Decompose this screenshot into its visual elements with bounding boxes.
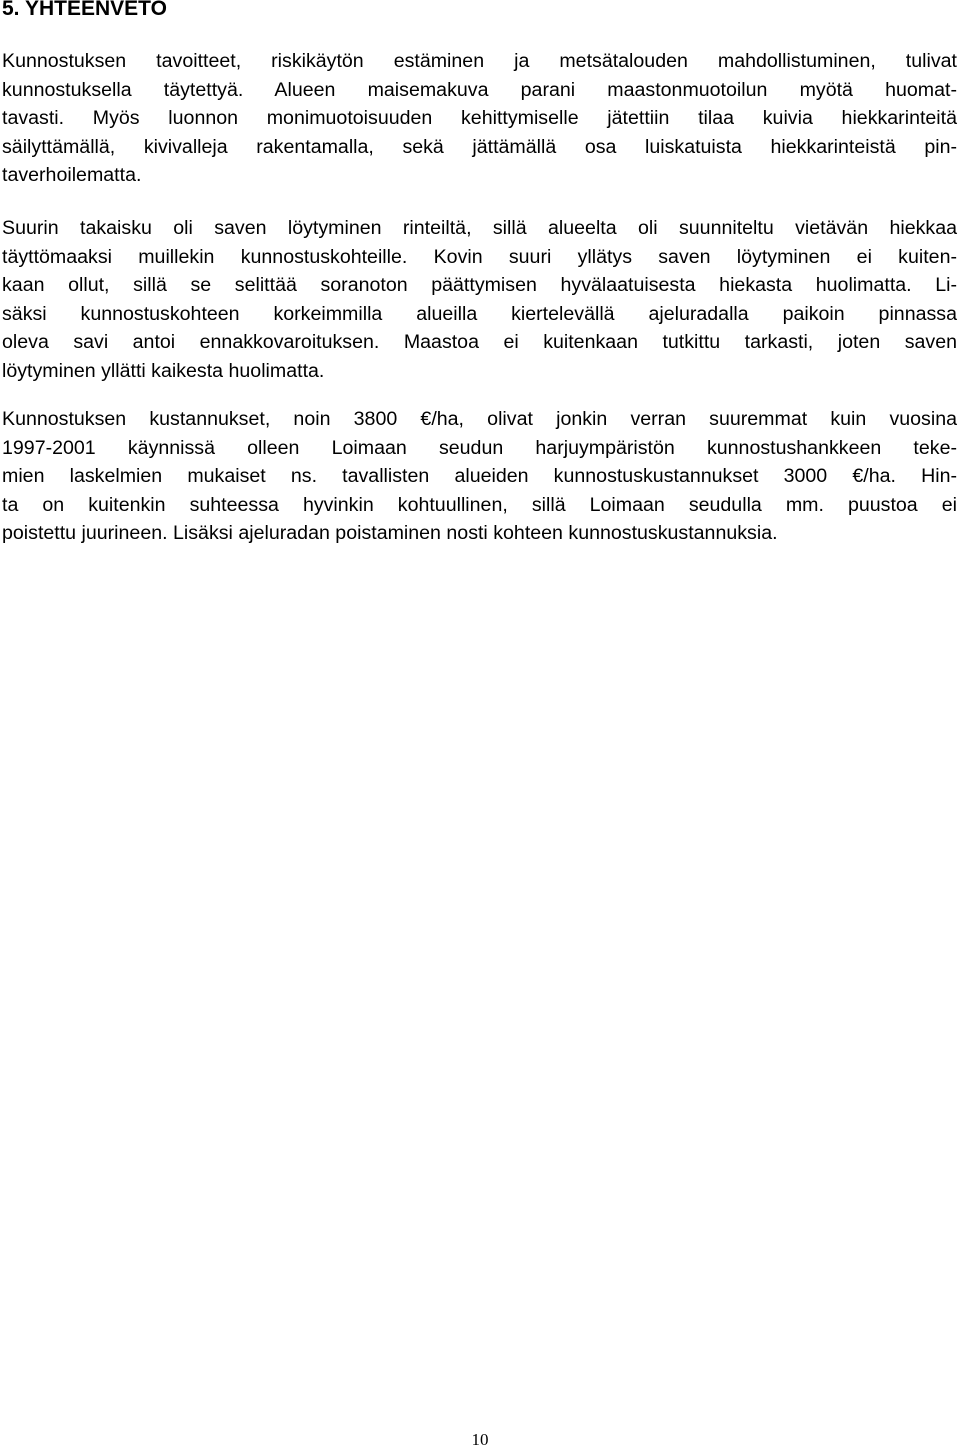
- text-line: kaan ollut, sillä se selittää soranoton päättymisen hyvälaatuisesta hiekasta huolimatta. Li-: [2, 274, 957, 297]
- text-line: kunnostuksella täytettyä. Alueen maisemakuva parani maastonmuotoilun myötä huomat-: [2, 78, 957, 101]
- page-number: 10: [471, 1430, 489, 1449]
- text-line: tavasti. Myös luonnon monimuotoisuuden kehittymiselle jätettiin tilaa kuivia hiekkarinteitä: [2, 107, 957, 130]
- text-line: 1997-2001 käynnissä olleen Loimaan seudun harjuympäristön kunnostushankkeen teke-: [2, 436, 957, 459]
- paragraph-setback: [2, 214, 957, 386]
- text-line: ta on kuitenkin suhteessa hyvinkin kohtuullinen, sillä Loimaan seudulla mm. puustoa ei: [2, 493, 957, 516]
- paragraph-objectives: [2, 47, 957, 190]
- text-line: Kunnostuksen kustannukset, noin 3800 €/ha, olivat jonkin verran suuremmat kuin vuosina: [2, 408, 957, 430]
- text-line: säksi kunnostuskohteen korkeimmilla alueilla kiertelevällä ajeluradalla paikoin pinnassa: [2, 302, 957, 325]
- text-line: taverhoilematta.: [2, 164, 142, 187]
- text-line: poistettu juurineen. Lisäksi ajeluradan poistaminen nosti kohteen kunnostuskustannuksia.: [2, 522, 778, 545]
- text-line: oleva savi antoi ennakkovaroituksen. Maastoa ei kuitenkaan tutkittu tarkasti, joten saven: [2, 331, 957, 354]
- text-line: täyttömaaksi muillekin kunnostuskohteille. Kovin suuri yllätys saven löytyminen ei kuiten-: [2, 245, 957, 268]
- paragraph-costs: [2, 405, 957, 548]
- text-line: Kunnostuksen tavoitteet, riskikäytön estäminen ja metsätalouden mahdollistuminen, tulivat: [2, 50, 957, 72]
- text-line: Suurin takaisku oli saven löytyminen rinteiltä, sillä alueelta oli suunniteltu vietävän hiekkaa: [2, 217, 957, 239]
- text-line: löytyminen yllätti kaikesta huolimatta.: [2, 359, 325, 382]
- text-line: säilyttämällä, kivivalleja rakentamalla, sekä jättämällä osa luiskatuista hiekkarinteistä pin-: [2, 135, 957, 158]
- text-line: mien laskelmien mukaiset ns. tavallisten alueiden kunnostuskustannukset 3000 €/ha. Hin-: [2, 465, 957, 488]
- section-heading: 5. YHTEENVETO: [2, 0, 167, 20]
